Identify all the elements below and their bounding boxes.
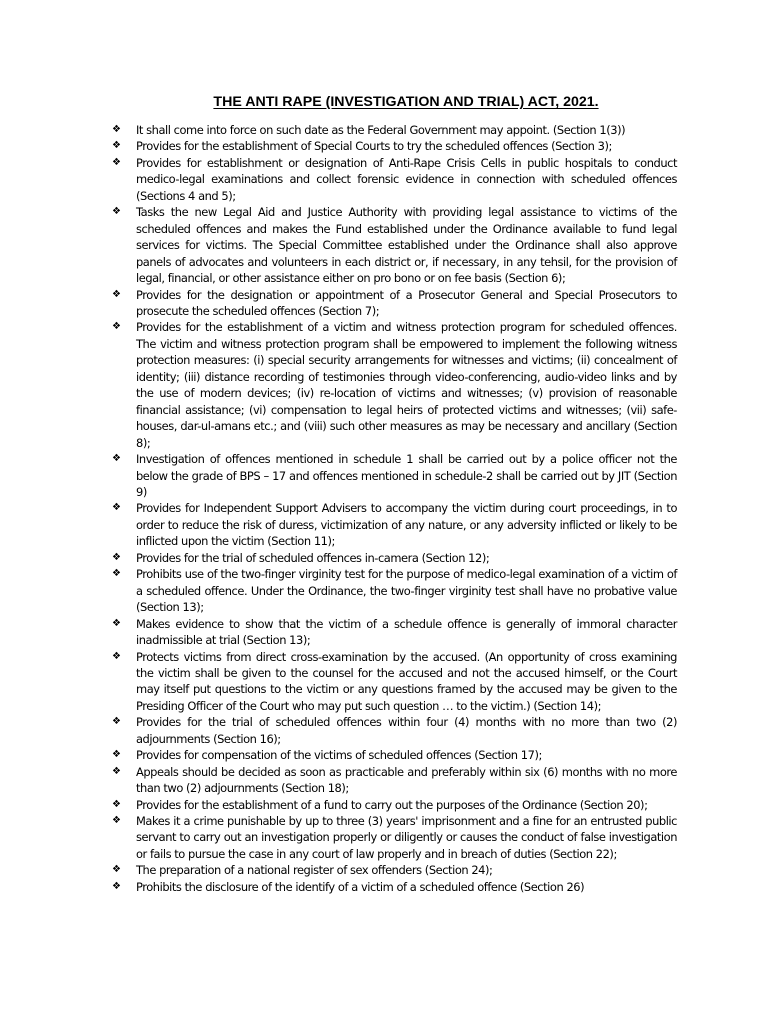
diamond-bullet-icon: ❖ — [112, 749, 121, 761]
diamond-bullet-icon: ❖ — [112, 864, 121, 876]
provision-text: Provides for the designation or appointment of a Prosecutor General and Special Prosecutors to prosecute the scheduled offences (Section 7); — [136, 287, 677, 318]
provision-text: It shall come into force on such date as the Federal Government may appoint. (Section 1(3)) — [136, 123, 626, 137]
provision-item — [112, 797, 677, 813]
diamond-bullet-icon: ❖ — [112, 716, 121, 728]
provision-text: Prohibits use of the two-finger virginity test for the purpose of medico-legal examination of a victim of a scheduled offence. Under the Ordinance, the two-finger virginity test shall have no probative value (Section 13); — [136, 567, 677, 615]
provision-item — [112, 879, 677, 895]
provisions-list — [112, 122, 677, 895]
provision-item — [112, 649, 677, 715]
diamond-bullet-icon: ❖ — [112, 880, 121, 892]
provision-text: Tasks the new Legal Aid and Justice Authority with providing legal assistance to victims of the scheduled offences and makes the Fund established under the Ordinance available to fund legal services for victims. The Special Committee established under the Ordinance shall also approve panels of advocates and volunteers in each district or, if necessary, in any tehsil, for the provision of legal, financial, or other assistance either on pro bono or on fee basis (Section 6); — [136, 205, 677, 286]
provision-item — [112, 550, 677, 566]
diamond-bullet-icon: ❖ — [112, 156, 121, 168]
provision-item — [112, 616, 677, 649]
diamond-bullet-icon: ❖ — [112, 321, 121, 333]
provision-text: The preparation of a national register of sex offenders (Section 24); — [136, 863, 493, 878]
document-title: THE ANTI RAPE (INVESTIGATION AND TRIAL) ACT, 2021. — [213, 94, 599, 110]
provision-item — [112, 451, 677, 500]
provision-text: Provides for the establishment of a victim and witness protection program for scheduled offences. The victim and witness protection program shall be empowered to implement the following witness protection measures: (i) special security arrangements for witnesses and victims; (ii) concealment of identity; (iii) distance recording of testimonies through video-conferencing, audio-video links and by the use of modern devices; (iv) re-location of victims and witnesses; (v) provision of reasonable financial assistance; (vi) compensation to legal heirs of protected victims and witnesses; (vii) safe-houses, dar-ul-amans etc.; and (viii) such other measures as may be necessary and ancillary (Section 8); — [136, 320, 677, 450]
diamond-bullet-icon: ❖ — [112, 617, 121, 629]
diamond-bullet-icon: ❖ — [112, 288, 121, 300]
diamond-bullet-icon: ❖ — [112, 815, 121, 827]
provision-item — [112, 155, 677, 204]
provision-text: Provides for establishment or designation of Anti-Rape Crisis Cells in public hospitals to conduct medico-legal examinations and collect forensic evidence in connection with scheduled offences (Sections 4 and 5); — [136, 155, 677, 203]
diamond-bullet-icon: ❖ — [112, 502, 121, 514]
diamond-bullet-icon: ❖ — [112, 650, 121, 662]
provision-item — [112, 714, 677, 747]
diamond-bullet-icon: ❖ — [112, 798, 121, 810]
diamond-bullet-icon: ❖ — [112, 124, 121, 135]
provision-text: Protects victims from direct cross-examination by the accused. (An opportunity of cross examining the victim shall be given to the counsel for the accused and not the accused himself, or the Court may itself put questions to the victim or any questions framed by the accused may be given to the Presiding Officer of the Court who may put such question … to the victim.) (Section 14); — [136, 649, 677, 713]
diamond-bullet-icon: ❖ — [112, 453, 121, 465]
provision-text: Provides for the trial of scheduled offences within four (4) months with no more than two (2) adjournments (Section 16); — [136, 715, 677, 746]
provision-text: Provides for the establishment of Special Courts to try the scheduled offences (Section 3); — [136, 139, 612, 154]
provision-item — [112, 122, 677, 138]
provision-item — [112, 287, 677, 320]
provision-text: Appeals should be decided as soon as practicable and preferably within six (6) months with no more than two (2) adjournments (Section 18); — [136, 764, 677, 796]
diamond-bullet-icon: ❖ — [112, 551, 121, 563]
provision-text: Provides for Independent Support Advisers to accompany the victim during court proceedings, in to order to reduce the risk of duress, victimization of any nature, or any adversity inflicted or likely to be inflicted upon the victim (Section 11); — [136, 501, 677, 549]
provision-item — [112, 566, 677, 615]
provision-text: Investigation of offences mentioned in schedule 1 shall be carried out by a police officer not the below the grade of BPS – 17 and offences mentioned in schedule-2 shall be carried out by JIT (Section 9) — [136, 452, 677, 499]
provision-text: Provides for the trial of scheduled offences in-camera (Section 12); — [136, 550, 490, 565]
provision-item — [112, 747, 677, 763]
provision-item — [112, 319, 677, 451]
provision-text: Makes evidence to show that the victim of a schedule offence is generally of immoral character inadmissible at trial (Section 13); — [136, 616, 677, 648]
diamond-bullet-icon: ❖ — [112, 140, 121, 152]
provision-item — [112, 500, 677, 549]
diamond-bullet-icon: ❖ — [112, 765, 121, 777]
provision-text: Provides for the establishment of a fund to carry out the purposes of the Ordinance (Section 20); — [136, 797, 648, 812]
diamond-bullet-icon: ❖ — [112, 568, 121, 580]
provision-text: Makes it a crime punishable by up to three (3) years' imprisonment and a fine for an entrusted public servant to carry out an investigation properly or diligently or causes the conduct of false investigation or fails to pursue the case in any court of law properly and in breach of duties (Section 22); — [136, 814, 677, 861]
provision-text: Prohibits the disclosure of the identify of a victim of a scheduled offence (Section 26) — [136, 879, 585, 894]
provision-item — [112, 862, 677, 878]
provision-item — [112, 204, 677, 286]
provision-item — [112, 813, 677, 862]
diamond-bullet-icon: ❖ — [112, 206, 121, 218]
provision-item — [112, 764, 677, 797]
provision-item — [112, 138, 677, 154]
provision-text: Provides for compensation of the victims of scheduled offences (Section 17); — [136, 748, 542, 763]
